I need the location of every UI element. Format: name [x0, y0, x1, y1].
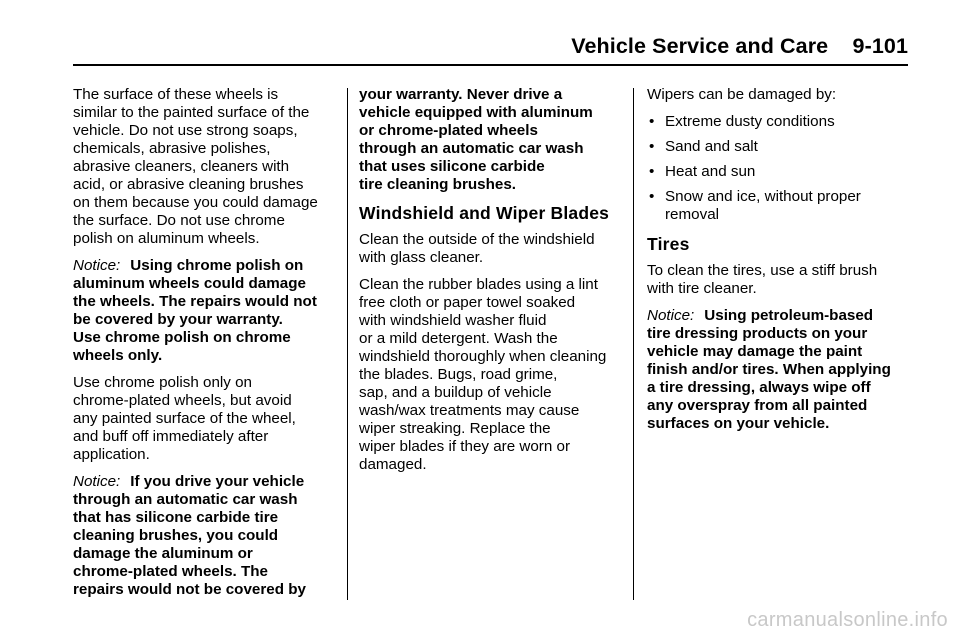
tire-dressing-notice: Notice: Using petroleum-based tire dressing products on your vehicle may damage the paint finish and/or tires. When applying a tire dressing, always wipe off any overspray from all painted surfaces on your vehicle. [647, 307, 891, 432]
windshield-paragraph: Clean the outside of the windshield with glass cleaner. [359, 231, 595, 266]
car-wash-notice-continued: your warranty. Never drive a vehicle equipped with aluminum or chrome-plated wheels through an automatic car wash that uses silicone carbide tire cleaning brushes. [359, 86, 593, 193]
tires-heading: Tires [647, 234, 690, 254]
page-header-title: Vehicle Service and Care 9-101 [571, 34, 908, 58]
list-item: • Extreme dusty conditions [647, 113, 909, 131]
notice-label: Notice: [647, 307, 695, 324]
list-item: • Sand and salt [647, 138, 909, 156]
list-item: • Heat and sun [647, 163, 909, 181]
list-item: • Snow and ice, without proper removal [647, 188, 909, 224]
column-2 [359, 86, 621, 483]
column-divider [633, 88, 634, 600]
wiper-blades-paragraph: Clean the rubber blades using a lint free cloth or paper towel soaked with windshield washer fluid or a mild detergent. Wash the windshield thoroughly when cleaning the blades. Bugs, road grime, sap, and a buildup of vehicle wash/wax treatments may cause wiper streaking. Replace the wiper blades if they are worn or damaged. [359, 276, 607, 473]
column-divider [347, 88, 348, 600]
column-3 [647, 86, 909, 442]
wheel-surface-paragraph: The surface of these wheels is similar to the painted surface of the vehicle. Do not use strong soaps, chemicals, abrasive polishes, abrasive cleaners, cleaners with acid, or abrasive cleaning brushes on them because you could damage the surface. Do not use chrome polish on aluminum wheels. [73, 86, 318, 247]
notice-label: Notice: [73, 257, 121, 274]
chrome-polish-paragraph: Use chrome polish only on chrome-plated wheels, but avoid any painted surface of the wheel, and buff off immediately after application. [73, 374, 296, 463]
car-wash-notice: Notice: If you drive your vehicle through an automatic car wash that has silicone carbide tire cleaning brushes, you could damage the aluminum or chrome-plated wheels. The repairs would not be covered by [73, 473, 306, 598]
wiper-damage-list [647, 113, 909, 224]
column-1 [73, 86, 341, 608]
wiper-damage-intro: Wipers can be damaged by: [647, 86, 837, 103]
watermark: carmanualsonline.info [747, 609, 948, 631]
windshield-heading: Windshield and Wiper Blades [359, 203, 610, 223]
header-rule [73, 64, 908, 66]
notice-label: Notice: [73, 473, 121, 490]
tires-paragraph: To clean the tires, use a stiff brush with tire cleaner. [647, 262, 878, 297]
chrome-polish-notice: Notice: Using chrome polish on aluminum wheels could damage the wheels. The repairs would not be covered by your warranty. Use chrome polish on chrome wheels only. [73, 257, 317, 364]
